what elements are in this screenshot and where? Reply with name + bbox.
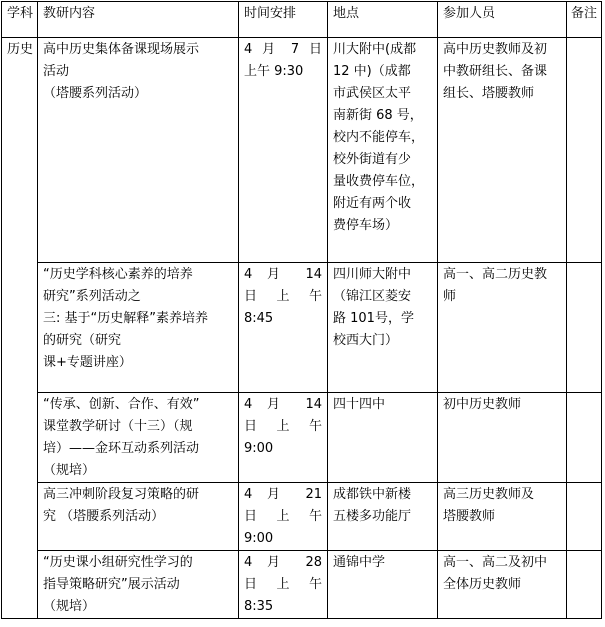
- cell-line: 通锦中学: [333, 555, 386, 570]
- time-cell: [239, 38, 328, 263]
- note-cell: [567, 551, 602, 619]
- cell-line: 市武侯区太平: [333, 86, 412, 101]
- cell-line: 高中历史集体备课现场展示: [43, 42, 200, 57]
- place-cell: [328, 483, 438, 551]
- people-cell: [438, 263, 567, 393]
- cell-line: 四十四中: [333, 397, 386, 412]
- time-cell: [239, 551, 328, 619]
- cell-line: 南新街 68 号，: [333, 108, 423, 123]
- cell-line: 初中历史教师: [443, 397, 522, 412]
- content-cell: [38, 551, 239, 619]
- schedule-table: [1, 1, 602, 619]
- cell-line: 上午 9:30: [244, 64, 304, 79]
- cell-line: 4 月 7 日: [244, 42, 322, 57]
- place-cell: [328, 38, 438, 263]
- content-cell: [38, 263, 239, 393]
- cell-line: 课+专题讲座）: [43, 355, 132, 370]
- time-cell: [239, 263, 328, 393]
- people-cell: [438, 551, 567, 619]
- cell-line: 附近有两个收: [333, 196, 412, 211]
- cell-line: “历史课小组研究性学习的: [43, 555, 193, 570]
- cell-line: 日 上 午: [244, 509, 322, 524]
- people-cell: [438, 38, 567, 263]
- cell-line: 高一、高二及初中: [443, 555, 548, 570]
- note-cell: [567, 393, 602, 483]
- cell-line: 塔腰教师: [443, 509, 496, 524]
- cell-line: 高一、高二历史教: [443, 267, 548, 282]
- table-row: [2, 263, 602, 393]
- table-row: [2, 38, 602, 263]
- cell-line: 量收费停车位，: [333, 174, 425, 189]
- cell-line: 指导策略研究”展示活动: [43, 577, 180, 592]
- cell-line: “传承、创新、合作、有效”: [43, 397, 200, 412]
- table-row: [2, 551, 602, 619]
- cell-line: 培）——金环互动系列活动: [43, 441, 200, 456]
- people-cell: [438, 483, 567, 551]
- table-row: [2, 393, 602, 483]
- cell-line: 12 中)（成都: [333, 64, 411, 79]
- cell-line: 4 月 28: [244, 555, 322, 570]
- cell-line: （规培）: [43, 463, 96, 478]
- cell-line: 校内不能停车，: [333, 130, 425, 145]
- cell-line: 成都铁中新楼: [333, 487, 412, 502]
- cell-line: 4 月 14: [244, 397, 322, 412]
- cell-line: 校西大门）: [333, 333, 399, 348]
- header-time: 时间安排: [239, 2, 328, 38]
- cell-line: （规培）: [43, 599, 96, 614]
- header-row: [2, 2, 602, 38]
- time-cell: [239, 483, 328, 551]
- cell-line: 高三冲刺阶段复习策略的研: [43, 487, 200, 502]
- cell-line: 路 101号，学: [333, 311, 414, 326]
- cell-line: 师: [443, 289, 457, 304]
- cell-line: 研究”系列活动之: [43, 289, 141, 304]
- cell-line: 五楼多功能厅: [333, 509, 412, 524]
- cell-line: 日 上 午: [244, 289, 322, 304]
- people-cell: [438, 393, 567, 483]
- content-cell: [38, 393, 239, 483]
- cell-line: 日 上 午: [244, 577, 322, 592]
- place-cell: [328, 263, 438, 393]
- header-subject: 学科: [2, 2, 38, 38]
- header-note: 备注: [567, 2, 602, 38]
- place-cell: [328, 551, 438, 619]
- cell-line: 4 月 21: [244, 487, 322, 502]
- cell-line: 川大附中(成都: [333, 42, 417, 57]
- cell-line: 4 月 14: [244, 267, 322, 282]
- cell-line: （锦江区菱安: [333, 289, 412, 304]
- cell-line: “历史学科核心素养的培养: [43, 267, 193, 282]
- cell-line: 9:00: [244, 531, 274, 546]
- note-cell: [567, 263, 602, 393]
- header-content: 教研内容: [38, 2, 239, 38]
- header-place: 地点: [328, 2, 438, 38]
- cell-line: 活动: [43, 64, 70, 79]
- cell-line: 课堂教学研讨（十三）（规: [43, 419, 193, 434]
- cell-line: 四川师大附中: [333, 267, 412, 282]
- cell-line: （塔腰系列活动）: [43, 86, 148, 101]
- time-cell: [239, 393, 328, 483]
- cell-line: 高三历史教师及: [443, 487, 535, 502]
- place-cell: [328, 393, 438, 483]
- cell-line: 三: 基于“历史解释”素养培养: [43, 311, 208, 326]
- note-cell: [567, 483, 602, 551]
- cell-line: 组长、塔腰教师: [443, 86, 535, 101]
- content-cell: [38, 38, 239, 263]
- header-people: 参加人员: [438, 2, 567, 38]
- cell-line: 费停车场）: [333, 218, 399, 233]
- cell-line: 全体历史教师: [443, 577, 522, 592]
- cell-line: 高中历史教师及初: [443, 42, 548, 57]
- cell-line: 中教研组长、备课: [443, 64, 548, 79]
- cell-line: 的研究（研究: [43, 333, 122, 348]
- cell-line: 8:35: [244, 599, 274, 614]
- cell-line: 日 上 午: [244, 419, 322, 434]
- cell-line: 究 （塔腰系列活动）: [43, 509, 165, 524]
- subject-cell: 历史: [2, 38, 38, 619]
- cell-line: 8:45: [244, 311, 274, 326]
- cell-line: 9:00: [244, 441, 274, 456]
- cell-line: 校外街道有少: [333, 152, 412, 167]
- content-cell: [38, 483, 239, 551]
- table-row: [2, 483, 602, 551]
- note-cell: [567, 38, 602, 263]
